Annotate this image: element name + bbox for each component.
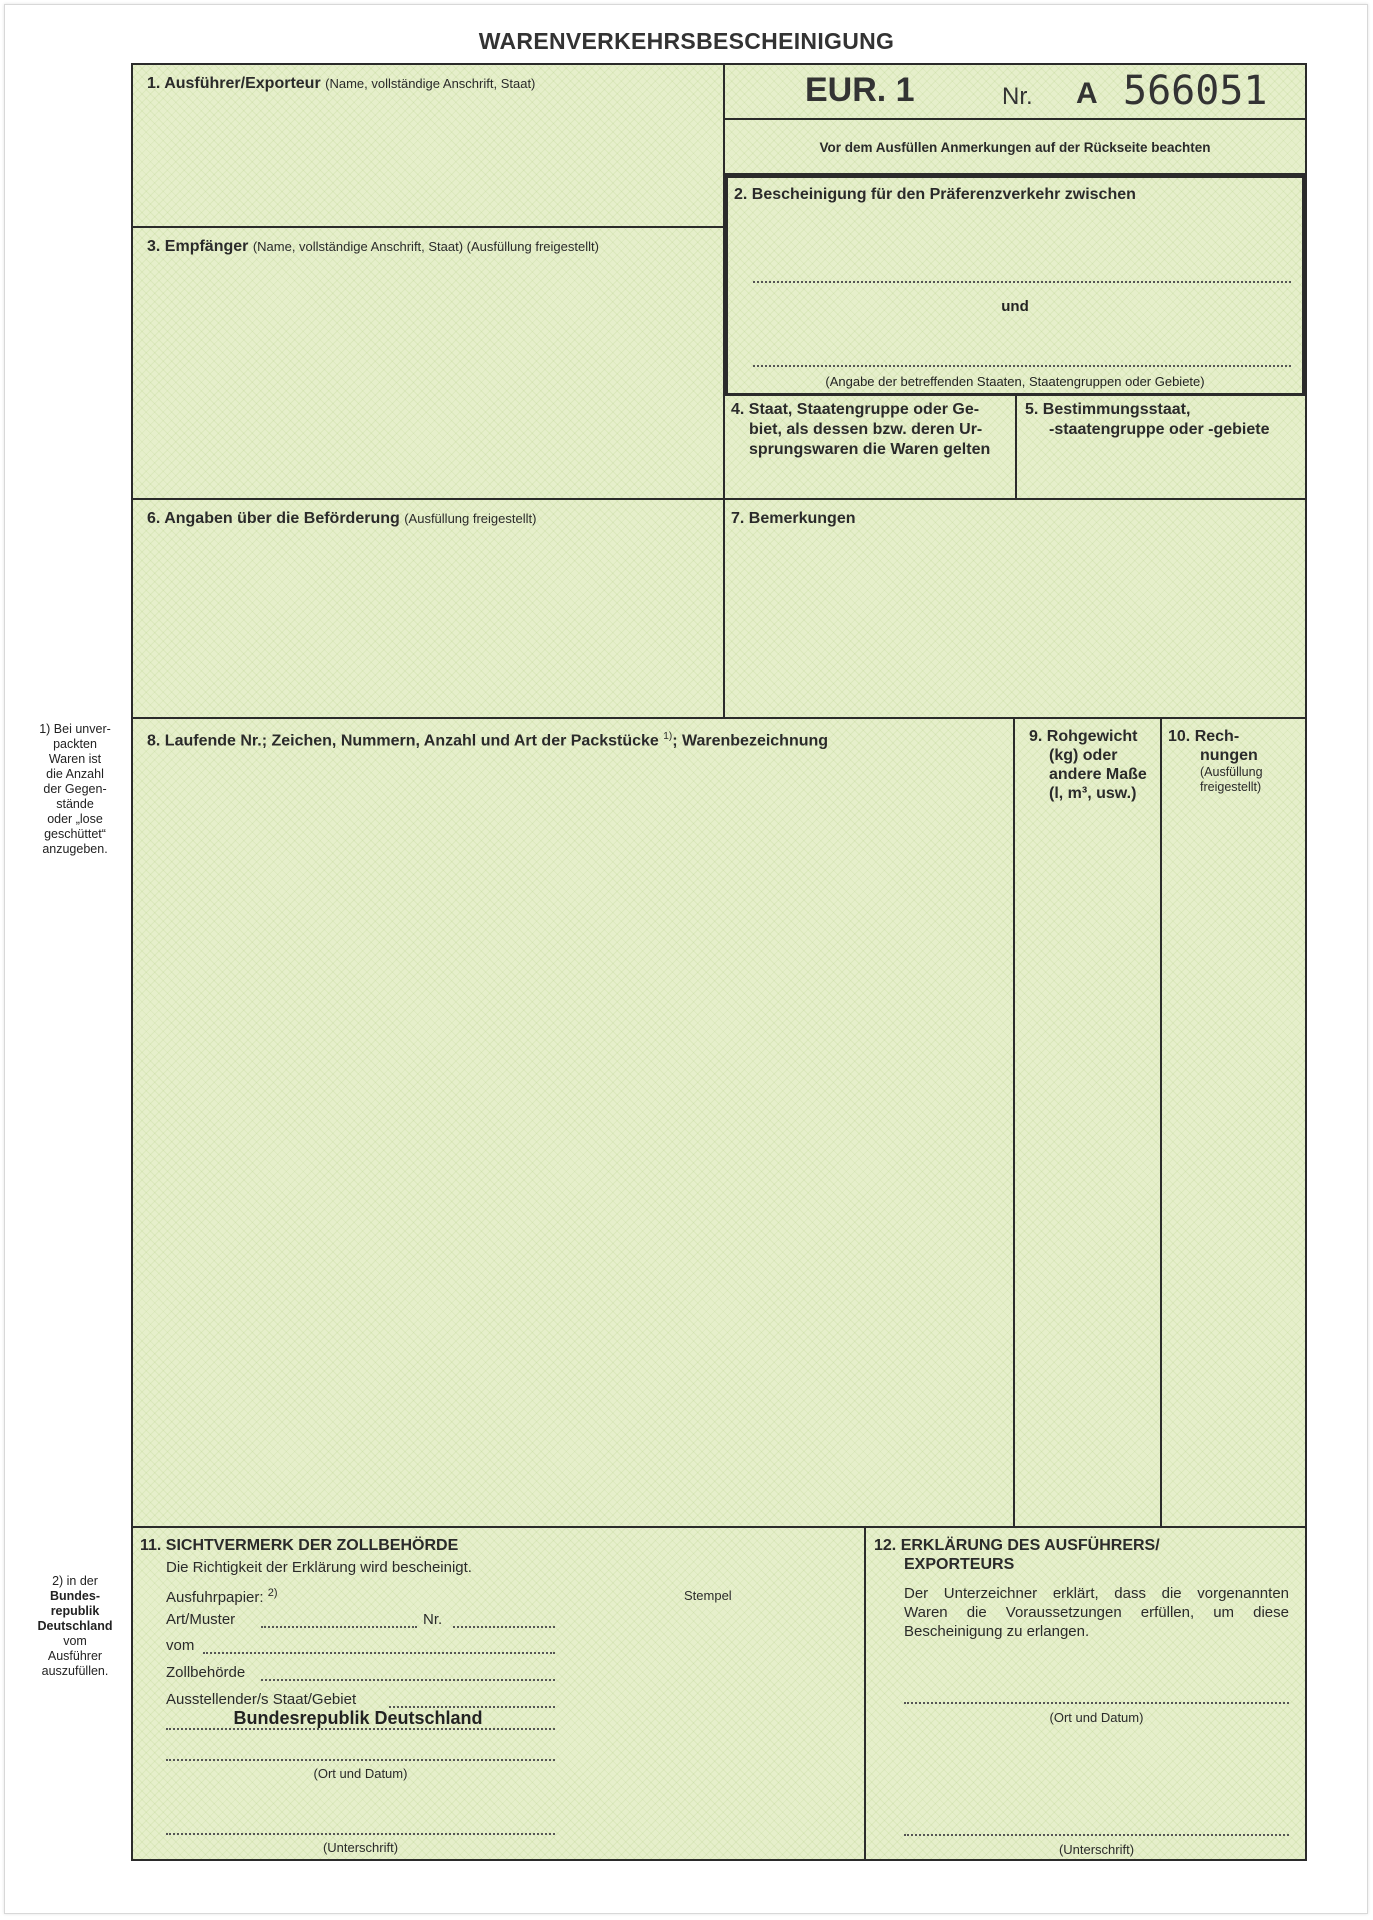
field-7-remarks[interactable]	[725, 500, 1305, 719]
certificate-notice: Vor dem Ausfüllen Anmerkungen auf der Rückseite beachten	[819, 140, 1211, 155]
certificate-number: 566051	[1123, 68, 1268, 114]
field-1-exporter[interactable]	[133, 65, 725, 228]
place-date-field[interactable]	[166, 1759, 555, 1761]
field-11-customs-endorsement	[133, 1528, 866, 1859]
field-6-label: 6. Angaben über die Beförderung	[147, 510, 400, 527]
issuing-country-label: Ausstellender/s Staat/Gebiet	[166, 1691, 357, 1708]
declaration-text: Der Unterzeichner erklärt, dass die vorgenannten Waren die Voraussetzungen erfüllen, um diese Bescheinigung zu erlangen.	[904, 1585, 1289, 1640]
field-7-label: 7. Bemerkungen	[731, 510, 856, 527]
field-2-line-2[interactable]	[753, 365, 1291, 367]
field-3-hint: (Name, vollständige Anschrift, Staat) (Ausfüllung freigestellt)	[252, 239, 599, 254]
date-from-field[interactable]	[203, 1652, 555, 1654]
document-number-field[interactable]	[453, 1626, 555, 1628]
field-1-label: 1. Ausführer/Exporteur	[147, 75, 321, 92]
footnote-1: 1) Bei unver- packten Waren ist die Anzahl der Gegen- stände oder „lose geschüttet“ anzugeben.	[39, 722, 111, 856]
declaration-place-date-field[interactable]	[904, 1702, 1289, 1704]
declaration-signature-field[interactable]	[904, 1834, 1289, 1836]
place-date-caption: (Ort und Datum)	[313, 1766, 408, 1781]
customs-office-label: Zollbehörde	[166, 1664, 246, 1681]
issuing-country-value: Bundesrepublik Deutschland	[233, 1708, 483, 1728]
issuing-country-field[interactable]	[166, 1728, 555, 1730]
declaration-signature-caption: (Unterschrift)	[1058, 1842, 1135, 1857]
certificate-nr-label: Nr.	[1002, 83, 1033, 110]
field-2-label: 2. Bescheinigung für den Präferenzverkehr zwischen	[734, 186, 1136, 203]
eur1-form	[131, 63, 1307, 1861]
declaration-place-date-caption: (Ort und Datum)	[1049, 1710, 1144, 1725]
field-8-goods[interactable]	[133, 719, 1015, 1528]
document-number-label: Nr.	[423, 1611, 443, 1628]
field-11-statement: Die Richtigkeit der Erklärung wird bescheinigt.	[166, 1559, 472, 1576]
field-8-label: 8. Laufende Nr.; Zeichen, Nummern, Anzahl und Art der Packstücke	[147, 732, 659, 750]
signature-field[interactable]	[166, 1833, 555, 1835]
customs-office-field[interactable]	[261, 1679, 555, 1681]
field-2-and: und	[1001, 298, 1029, 315]
stamp-label: Stempel	[684, 1588, 732, 1603]
certificate-notice-box	[725, 120, 1305, 175]
field-12-exporter-declaration	[866, 1528, 1305, 1859]
field-6-transport[interactable]	[133, 500, 725, 719]
form-model-field[interactable]	[261, 1626, 417, 1628]
certificate-series: A	[1076, 77, 1098, 110]
field-1-hint: (Name, vollständige Anschrift, Staat)	[325, 76, 536, 91]
field-11-label: 11. SICHTVERMERK DER ZOLLBEHÖRDE	[140, 1537, 459, 1554]
export-document-label: Ausfuhrpapier:	[166, 1589, 264, 1606]
field-2-line-1[interactable]	[753, 281, 1291, 283]
field-9-gross-mass[interactable]: 9. Rohgewicht (kg) oder andere Maße (l, m³, usw.)	[1015, 719, 1162, 1528]
field-3-consignee[interactable]	[133, 228, 725, 500]
certificate-code: EUR. 1	[805, 71, 915, 109]
field-12-label-2: EXPORTEURS	[904, 1556, 1015, 1573]
signature-caption: (Unterschrift)	[322, 1840, 399, 1855]
footnote-2: 2) in der Bundes- republik Deutschland vom Ausführer auszufüllen.	[37, 1574, 113, 1678]
field-8-label-end: ; Warenbezeichnung	[672, 732, 829, 750]
form-model-label: Art/Muster	[166, 1611, 236, 1628]
field-2-hint: (Angabe der betreffenden Staaten, Staatengruppen oder Gebiete)	[825, 374, 1205, 389]
certificate-header	[725, 65, 1305, 120]
field-4-origin[interactable]: 4. Staat, Staatengruppe oder Ge- biet, als dessen bzw. deren Ur- sprungswaren die Waren gelten	[725, 396, 1017, 500]
field-3-label: 3. Empfänger	[147, 238, 249, 255]
export-document-footnote-ref: 2)	[267, 1587, 278, 1599]
field-12-label-1: 12. ERKLÄRUNG DES AUSFÜHRERS/	[874, 1537, 1160, 1554]
field-5-destination[interactable]: 5. Bestimmungsstaat, -staatengruppe oder -gebiete	[1017, 396, 1305, 500]
field-2-preference[interactable]	[725, 175, 1305, 396]
field-6-hint: (Ausfüllung freigestellt)	[404, 511, 537, 526]
field-10-invoices[interactable]: 10. Rech- nungen (Ausfüllung freigestellt)	[1162, 719, 1305, 1528]
document-title: WARENVERKEHRSBESCHEINIGUNG	[478, 28, 895, 54]
field-8-footnote-ref: 1)	[663, 731, 673, 742]
date-from-label: vom	[166, 1637, 195, 1654]
